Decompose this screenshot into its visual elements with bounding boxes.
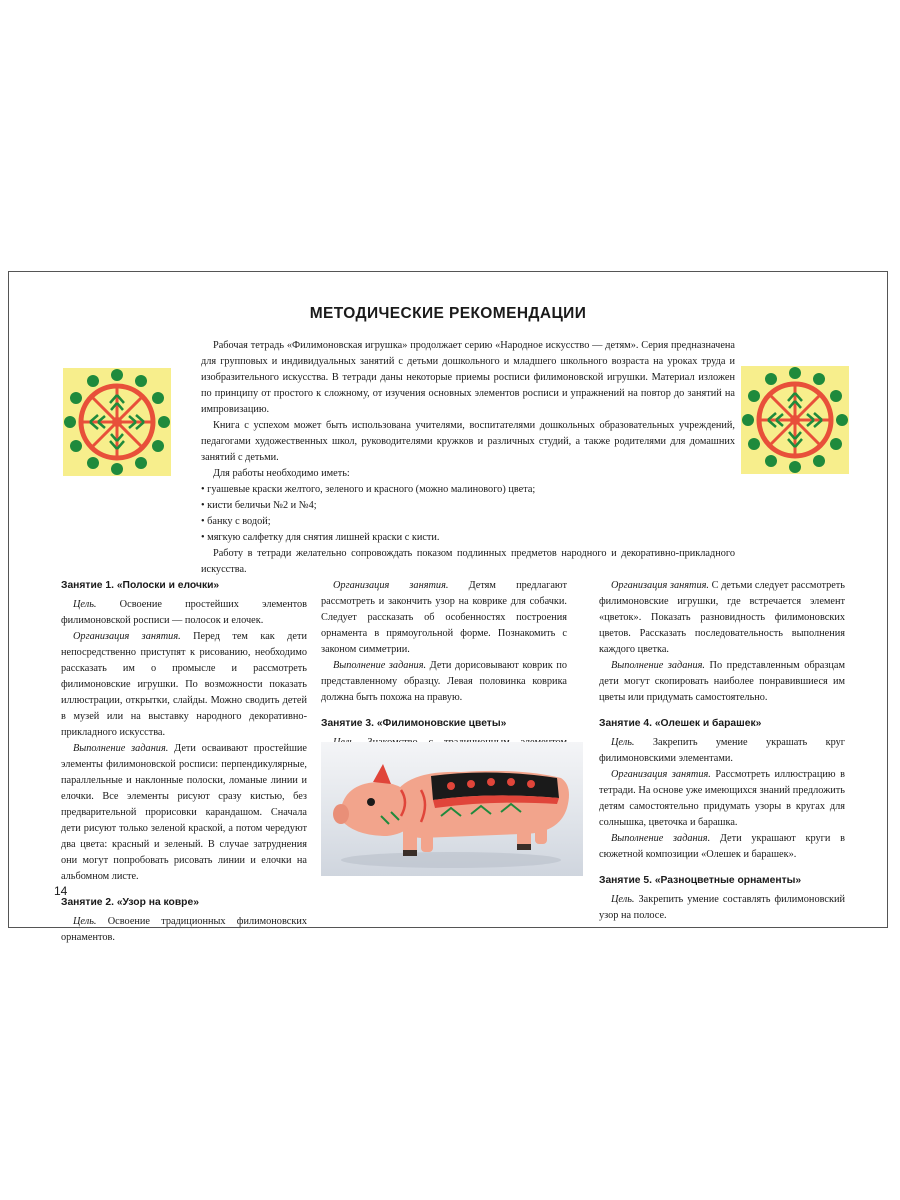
intro-paragraph: Рабочая тетрадь «Филимоновская игрушка» продолжает серию «Народное искусство — детям». Серия предназначена для групповых и индивидуальных занятий с детьми дошкольного и младшего школьного возраста на уроках труда и изобразительного искусства. В тетради даны некоторые приемы росписи филимоновской игрушки. Материал изложен по принципу от простого к сложному, от изучения основных элементов росписи и упражнений на повтор до занятий на импровизацию.	[201, 340, 735, 415]
paragraph	[321, 658, 567, 706]
intro-text	[201, 338, 735, 578]
list-item: • гуашевые краски желтого, зеленого и красного (можно малинового) цвета;	[201, 484, 536, 495]
intro-paragraph: Для работы необходимо иметь:	[213, 468, 350, 479]
lesson-3-heading: Занятие 3. «Филимоновские цветы»	[321, 718, 507, 729]
intro-paragraph: Книга с успехом может быть использована учителями, воспитателями дошкольных образовательных учреждений, педагогами художественных школ, руководителями кружков и различных студий, а также родителями для домашних занятий с детьми.	[201, 420, 735, 463]
label: Выполнение задания.	[611, 660, 705, 671]
text: Освоение простейших элементов филимоновской росписи — полосок и елочек.	[61, 599, 307, 626]
lesson-2-heading: Занятие 2. «Узор на ковре»	[61, 897, 199, 908]
paragraph	[321, 578, 567, 658]
label: Выполнение задания.	[73, 743, 169, 754]
label: Выполнение задания.	[333, 660, 427, 671]
page-title: МЕТОДИЧЕСКИЕ РЕКОМЕНДАЦИИ	[309, 305, 587, 322]
paragraph	[599, 767, 845, 831]
materials-list	[201, 482, 735, 546]
list-item: • кисти беличьи №2 и №4;	[201, 500, 317, 511]
label: Цель.	[73, 916, 97, 927]
text: Дети осваивают простейшие элементы филимоновской росписи: перпендикулярные, параллельные и наклонные полоски, ломаные линии и елочки. Все элементы рисуют сразу кистью, без предварительной прорисовки карандашом. Сначала дети рисуют только зеленой краской, а потом чередуют два цвета: красный и зеленый. В случае затруднения они могут попробовать рисовать линии и елочки на альбомном листе.	[61, 743, 308, 882]
list-item: • банку с водой;	[201, 516, 271, 527]
ornament-left-image	[57, 362, 177, 482]
pig-toy-image	[321, 742, 583, 876]
paragraph	[599, 735, 845, 767]
label: Цель.	[73, 599, 97, 610]
column-2	[321, 578, 567, 767]
text: Рассмотреть иллюстрацию в тетради. На основе уже имеющихся знаний предложить детям самостоятельно придумать узоры в кругах для солнышка, цветочка и барашка.	[599, 769, 845, 828]
text: Перед тем как дети непосредственно приступят к рисованию, необходимо рассказать им о промысле и рассмотреть филимоновские игрушки. По возможности показать иллюстрации, открытки, слайды. Можно сводить детей в музей или на выставку народного декоративно-прикладного искусства.	[61, 631, 308, 738]
paragraph	[599, 658, 845, 706]
lesson-1-heading: Занятие 1. «Полоски и елочки»	[61, 580, 220, 591]
label: Цель.	[611, 894, 635, 905]
page-number: 14	[54, 884, 68, 898]
paragraph	[599, 892, 845, 924]
book-page	[8, 271, 888, 943]
label: Цель.	[611, 737, 635, 748]
label: Выполнение задания.	[611, 833, 711, 844]
text: Освоение традиционных филимоновских орнаментов.	[61, 916, 307, 943]
text: Закрепить умение украшать круг филимоновскими элементами.	[599, 737, 845, 764]
ornament-right-image	[735, 360, 855, 480]
list-item: • мягкую салфетку для снятия лишней краски с кисти.	[201, 532, 440, 543]
label: Организация занятия.	[611, 769, 711, 780]
text: Дети дорисовывают коврик по представленному образцу. Левая половинка коврика должна быть похожа на правую.	[321, 660, 567, 703]
column-1	[61, 578, 307, 946]
intro-paragraph: Работу в тетради желательно сопровождать показом подлинных предметов народного и декоративно-прикладного искусства.	[201, 548, 735, 575]
paragraph	[61, 597, 307, 629]
label: Организация занятия.	[73, 631, 181, 642]
paragraph	[61, 741, 307, 885]
paragraph	[61, 629, 307, 741]
paragraph	[599, 831, 845, 863]
label: Организация занятия.	[611, 580, 709, 591]
toy-photo	[321, 742, 583, 876]
text: Дети украшают круги в сюжетной композиции «Олешек и барашек».	[599, 833, 845, 860]
paragraph	[599, 578, 845, 658]
label: Организация занятия.	[333, 580, 449, 591]
text: Закрепить умение составлять филимоновский узор на полосе.	[599, 894, 845, 921]
text: С детьми следует рассмотреть филимоновские игрушки, где встречается элемент «цветок». Показать разновидность филимоновских цветов. Рассказать последовательность выполнения каждого цветка.	[599, 580, 845, 655]
column-3	[599, 578, 845, 924]
text: По представленным образцам дети могут скопировать наиболее понравившиеся им цветы или придумать самостоятельно.	[599, 660, 845, 703]
paragraph	[61, 914, 307, 946]
lesson-5-heading: Занятие 5. «Разноцветные орнаменты»	[599, 875, 802, 886]
text: Детям предлагают рассмотреть и закончить узор на коврике для собачки. Следует рассказать об особенностях построения орнамента в прямоугольной форме. Познакомить с законом симметрии.	[321, 580, 567, 655]
lesson-4-heading: Занятие 4. «Олешек и барашек»	[599, 718, 762, 729]
